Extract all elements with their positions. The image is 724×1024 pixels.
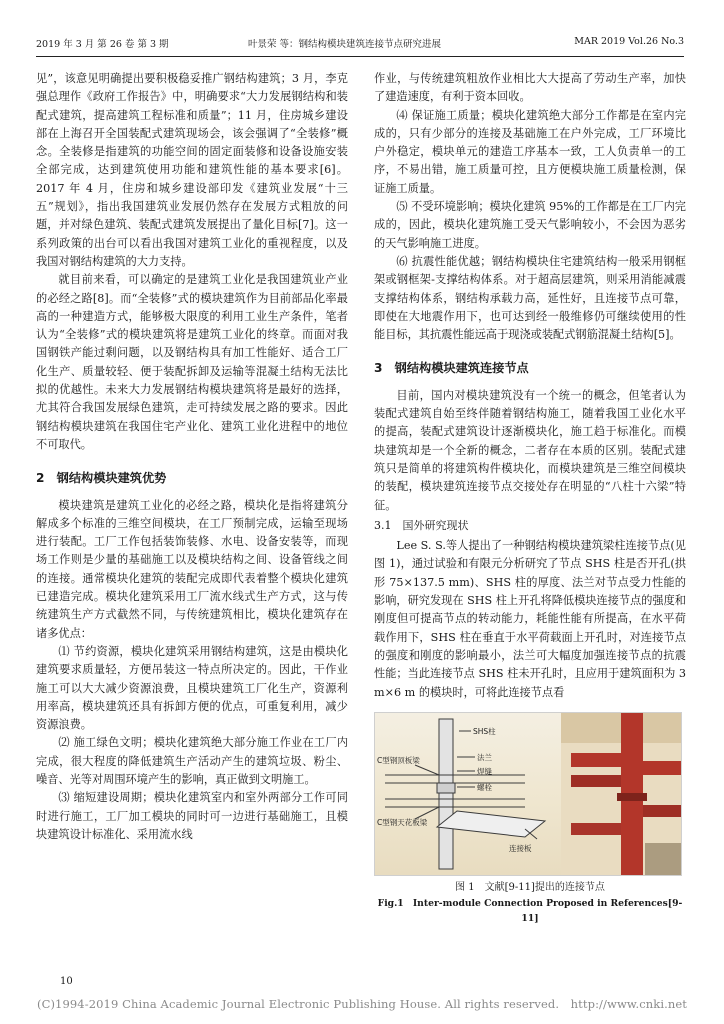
paragraph: 见”，该意见明确提出要积极稳妥推广钢结构建筑；3 月，李克强总理作《政府工作报告》中，明确要求“大力发展钢结构和装配式建筑，提高建筑工程标准和质量”；11 月，住房城乡建设部在上海召开全国装配式建筑现场会，该会强调了“全装修”概念。全装修是指建筑的功能空间的固定面装修和设备设施安装全部完成，达到建筑使用功能和建筑性能的基本要求[6]。2017 年 4 月，住房和城乡建设部印发《建筑业发展“十三五”规划》，指出我国建筑业发展仍然存在发展方式粗放的问题，并对绿色建筑、装配式建筑发展提出了量化目标[7]。这一系列政策的出台可以看出我国对建筑工业化的重视程度，以及我国对钢结构建筑的大力支持。 xyxy=(36,72,348,268)
red-beam xyxy=(643,805,681,817)
label-flange: 法兰 xyxy=(477,752,492,762)
paragraph: ⑴ 节约资源，模块化建筑采用钢结构建筑，这是由模块化建筑要求质量轻，方便吊装这一特点所决定的。因此，干作业施工可以大大减少资源浪费，且模块建筑工厂化生产，资源利用率高，模块建筑还具有拆卸方便的优点，可重复利用，减少资源浪费。 xyxy=(36,644,348,732)
flange-plate xyxy=(437,783,455,793)
paragraph: ⑶ 缩短建设周期；模块化建筑室内和室外两部分工作可同时进行施工，工厂加工模块的同时可一边进行基础施工，且模块建筑设计标准化、采用流水线 xyxy=(36,791,348,841)
red-beam xyxy=(571,753,621,767)
red-flange xyxy=(617,793,647,801)
paragraph: ⑹ 抗震性能优越；钢结构模块住宅建筑结构一般采用钢框架或钢框架-支撑结构体系。对于超高层建筑，则采用消能减震支撑结构体系，钢结构承载力高，延性好，且连接节点可靠，即使在大地震作用下，也可达到经一般维修仍可继续使用的性能目标，其抗震性能远高于现浇或装配式钢筋混凝土结构[5]。 xyxy=(374,254,686,342)
connection-drawing xyxy=(375,713,681,875)
paragraph: ⑸ 不受环境影响；模块化建筑 95%的工作都是在工厂内完成的，因此，模块化建筑施工受天气影响较小，不会因为恶劣的天气影响施工进度。 xyxy=(374,200,686,250)
label-c-beam-upper: C型钢顶板梁 xyxy=(377,755,420,765)
leader-line xyxy=(415,765,439,775)
page-number: 10 xyxy=(60,976,73,987)
section-3-heading: 3 钢结构模块建筑连接节点 xyxy=(374,361,529,376)
section-2-heading: 2 钢结构模块建筑优势 xyxy=(36,471,167,486)
right-column xyxy=(374,70,686,926)
paragraph: Lee S. S.等人提出了一种钢结构模块建筑梁柱连接节点(见图 1)，通过试验和有限元分析研究了节点 SHS 柱是否开孔(拱形 75×137.5 mm)、SHS 柱的厚度、法兰对节点受力性能的影响，研究发现在 SHS 柱上开孔将降低模块连接节点的强度和刚度但可提高节点的转动能力，耗能性能有所提高，在水平荷载作用下，SHS 柱在垂直于水平荷载面上开孔时，对连接节点的强度和刚度的影响最小，法兰可大幅度加强连接节点的抗震性能；当此连接节点 SHS 柱未开孔时，且应用于建筑面积为 3 m×6 m 的模块时，可将此连接节点看 xyxy=(374,539,686,699)
figure-1 xyxy=(374,712,682,876)
label-shs-column: SHS柱 xyxy=(473,726,496,736)
label-c-beam-lower: C型钢天花板梁 xyxy=(377,817,428,827)
header-authors-title: 叶景荣 等：钢结构模块建筑连接节点研究进展 xyxy=(248,39,442,50)
figure-caption-cn: 图 1 文献[9-11]提出的连接节点 xyxy=(455,881,605,893)
running-header xyxy=(36,36,684,50)
red-beam xyxy=(643,761,681,775)
label-connection-plate: 连接板 xyxy=(509,843,532,853)
paragraph: ⑵ 施工绿色文明；模块化建筑绝大部分施工作业在工厂内完成，很大程度的降低建筑生产活动产生的建筑垃圾、粉尘、噪音、光等对周围环境产生的影响，真正做到文明施工。 xyxy=(36,736,348,786)
figure-caption-en: Fig.1 Inter-module Connection Proposed in References[9-11] xyxy=(377,897,683,924)
specimen-photo xyxy=(561,713,681,875)
copyright-footer: (C)1994-2019 China Academic Journal Electronic Publishing House. All rights reserved. http://www.cnki.net xyxy=(36,997,688,1011)
label-bolt: 螺栓 xyxy=(477,782,492,792)
header-issue: 2019 年 3 月 第 26 卷 第 3 期 xyxy=(36,39,169,50)
paragraph: 作业，与传统建筑粗放作业相比大大提高了劳动生产率，加快了建造速度，有利于资本回收。 xyxy=(374,72,686,104)
paragraph: ⑷ 保证施工质量；模块化建筑绝大部分工作都是在室内完成的，只有少部分的连接及基础施工在户外完成，工厂环境比户外稳定，模块单元的建造工序基本一致，工人负责单一的工序，不易出错，施工质量可控，且方便模块施工质量检测，保证施工质量。 xyxy=(374,108,686,195)
paragraph: 目前，国内对模块建筑没有一个统一的概念，但笔者认为装配式建筑自始至终伴随着钢结构施工，随着我国工业化水平的提高，装配式建筑设计逐渐模块化，施工趋于标准化。而模块建筑却是一个全新的概念，二者存在本质的区别。装配式建筑只是简单的将建筑构件模块化，而模块建筑是三维空间模块的装配，模块建筑连接节点交接处存在明显的“八柱十六梁”特征。 xyxy=(374,388,686,512)
red-beam xyxy=(571,823,621,835)
header-volume: MAR 2019 Vol.26 No.3 xyxy=(574,36,684,47)
label-weld: 焊缝 xyxy=(477,766,492,776)
left-column xyxy=(36,70,348,844)
header-rule xyxy=(36,56,684,57)
paragraph: 就目前来看，可以确定的是建筑工业化是我国建筑业产业的必经之路[8]。而“全装修”式的模块建筑作为目前部品化率最高的一种建造方式，能够极大限度的利用工业生产条件，笔者认为“全装修”式的模块建筑将是建筑工业化的终章。而面对我国钢铁产能过剩问题，以及钢结构具有加工性能好、适合工厂化生产、质量较轻、便于装配拆卸及运输等混凝土结构无法比拟的优越性。未来大力发展钢结构模块建筑将是最好的选择，尤其符合我国发展绿色建筑，走可持续发展之路的要求。因此钢结构模块建筑在我国住宅产业化、建筑工业化进程中的地位不可取代。 xyxy=(36,273,348,451)
subsection-3-1-heading: 3.1 国外研究现状 xyxy=(374,518,469,532)
paragraph: 模块建筑是建筑工业化的必经之路，模块化是指将建筑分解成多个标准的三维空间模块，在工厂预制完成，运输至现场进行装配。工厂工作包括装饰装修、水电、设备安装等，而现场工作则是少量的基础施工以及模块结构之间、设备管线之间的连接。通常模块化建筑的装配完成即代表着整个模块化建筑已建造完成。模块化建筑采用工厂流水线式生产方式，这与传统建筑生产方式截然不同，与传统建筑相比，模块化建筑存在诸多优点： xyxy=(36,498,348,640)
shs-column-upper xyxy=(439,719,453,869)
red-beam xyxy=(571,775,621,787)
